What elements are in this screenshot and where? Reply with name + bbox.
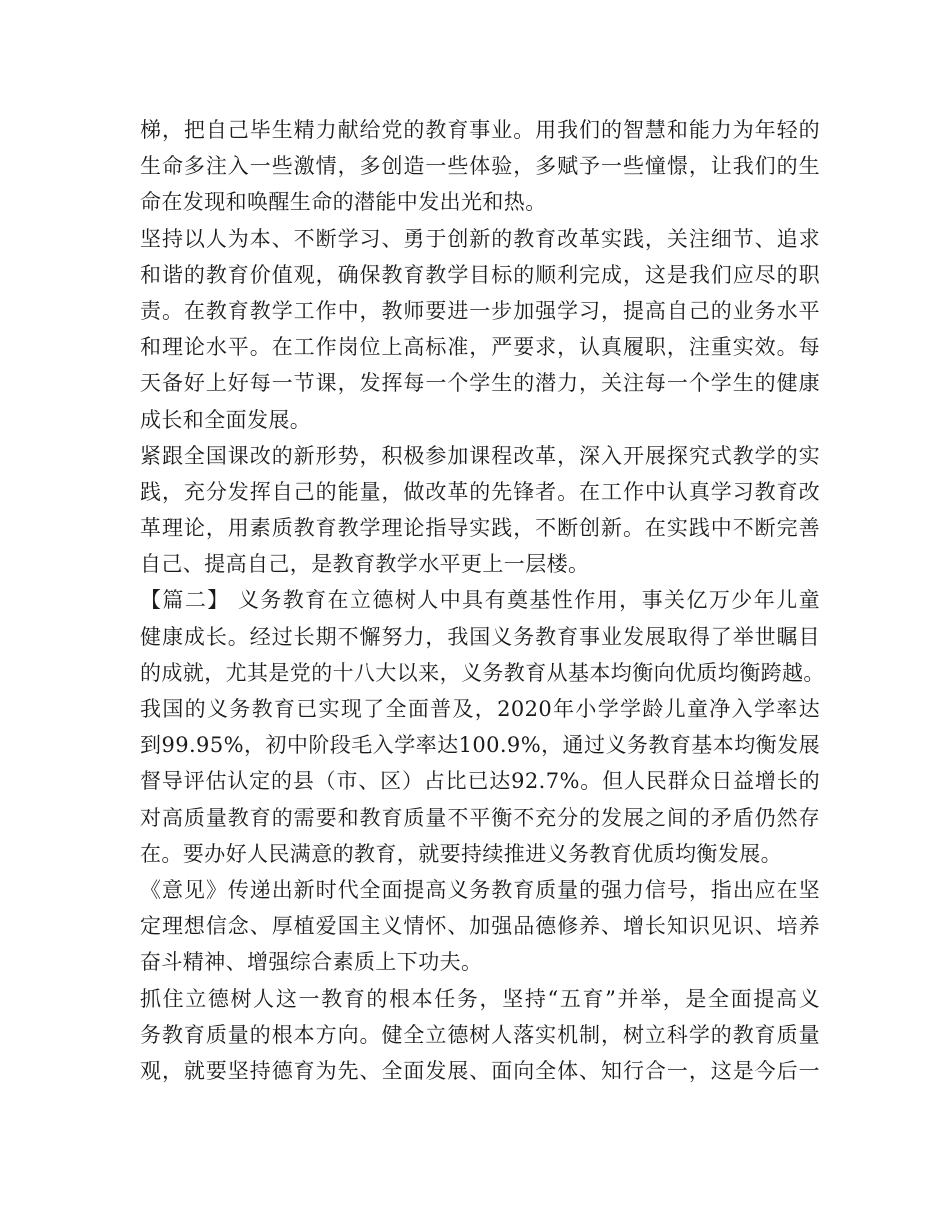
text-line: 我国的义务教育已实现了全面普及，2020年小学学龄儿童净入学率达 xyxy=(140,697,820,721)
text-line: 紧跟全国课改的新形势，积极参加课程改革，深入开展探究式教学的实 xyxy=(140,443,820,468)
text-line: 《意见》传递出新时代全面提高义务教育质量的强力信号，指出应在坚 xyxy=(140,877,820,902)
text-line: 和谐的教育价值观，确保教育教学目标的顺利完成，这是我们应尽的职 xyxy=(140,262,820,287)
text-line: 在。要办好人民满意的教育，就要持续推进义务教育优质均衡发展。 xyxy=(140,841,782,866)
text-line: 督导评估认定的县（市、区）占比已达92.7%。但人民群众日益增长的 xyxy=(140,769,820,794)
text-line: 抓住立德树人这一教育的根本任务，坚持“五育”并举，是全面提高义 xyxy=(140,986,820,1011)
text-line: 责。在教育教学工作中，教师要进一步加强学习，提高自己的业务水平 xyxy=(140,298,820,323)
text-line: 定理想信念、厚植爱国主义情怀、加强品德修养、增长知识见识、培养 xyxy=(140,914,820,939)
text-line: 和理论水平。在工作岗位上高标准，严要求，认真履职，注重实效。每 xyxy=(140,335,820,360)
text-line: 成长和全面发展。 xyxy=(140,407,312,432)
text-line: 到99.95%，初中阶段毛入学率达100.9%，通过义务教育基本均衡发展 xyxy=(140,733,820,758)
text-line: 健康成长。经过长期不懈努力，我国义务教育事业发展取得了举世瞩目 xyxy=(140,624,820,649)
text-line: 命在发现和唤醒生命的潜能中发出光和热。 xyxy=(140,190,547,215)
text-line: 的成就，尤其是党的十八大以来，义务教育从基本均衡向优质均衡跨越。 xyxy=(140,660,825,685)
text-line: 梯，把自己毕生精力献给党的教育事业。用我们的智慧和能力为年轻的 xyxy=(140,118,820,142)
body-text xyxy=(140,112,825,1089)
text-line: 奋斗精神、增强综合素质上下功夫。 xyxy=(140,950,483,975)
text-line: 践，充分发挥自己的能量，做改革的先锋者。在工作中认真学习教育改 xyxy=(140,479,820,504)
text-line: 坚持以人为本、不断学习、勇于创新的教育改革实践，关注细节、追求 xyxy=(140,226,820,251)
text-line: 自己、提高自己，是教育教学水平更上一层楼。 xyxy=(140,552,590,577)
text-line: 对高质量教育的需要和教育质量不平衡不充分的发展之间的矛盾仍然存 xyxy=(140,805,820,830)
text-line: 生命多注入一些激情，多创造一些体验，多赋予一些憧憬，让我们的生 xyxy=(140,154,820,179)
text-line: 天备好上好每一节课，发挥每一个学生的潜力，关注每一个学生的健康 xyxy=(140,371,820,396)
text-line: 观，就要坚持德育为先、全面发展、面向全体、知行合一，这是今后一 xyxy=(140,1058,820,1083)
section-heading-line: 【篇二】 义务教育在立德树人中具有奠基性作用，事关亿万少年儿童 xyxy=(140,588,820,613)
text-line: 务教育质量的根本方向。健全立德树人落实机制，树立科学的教育质量 xyxy=(140,1022,820,1047)
text-line: 革理论，用素质教育教学理论指导实践，不断创新。在实践中不断完善 xyxy=(140,516,820,541)
